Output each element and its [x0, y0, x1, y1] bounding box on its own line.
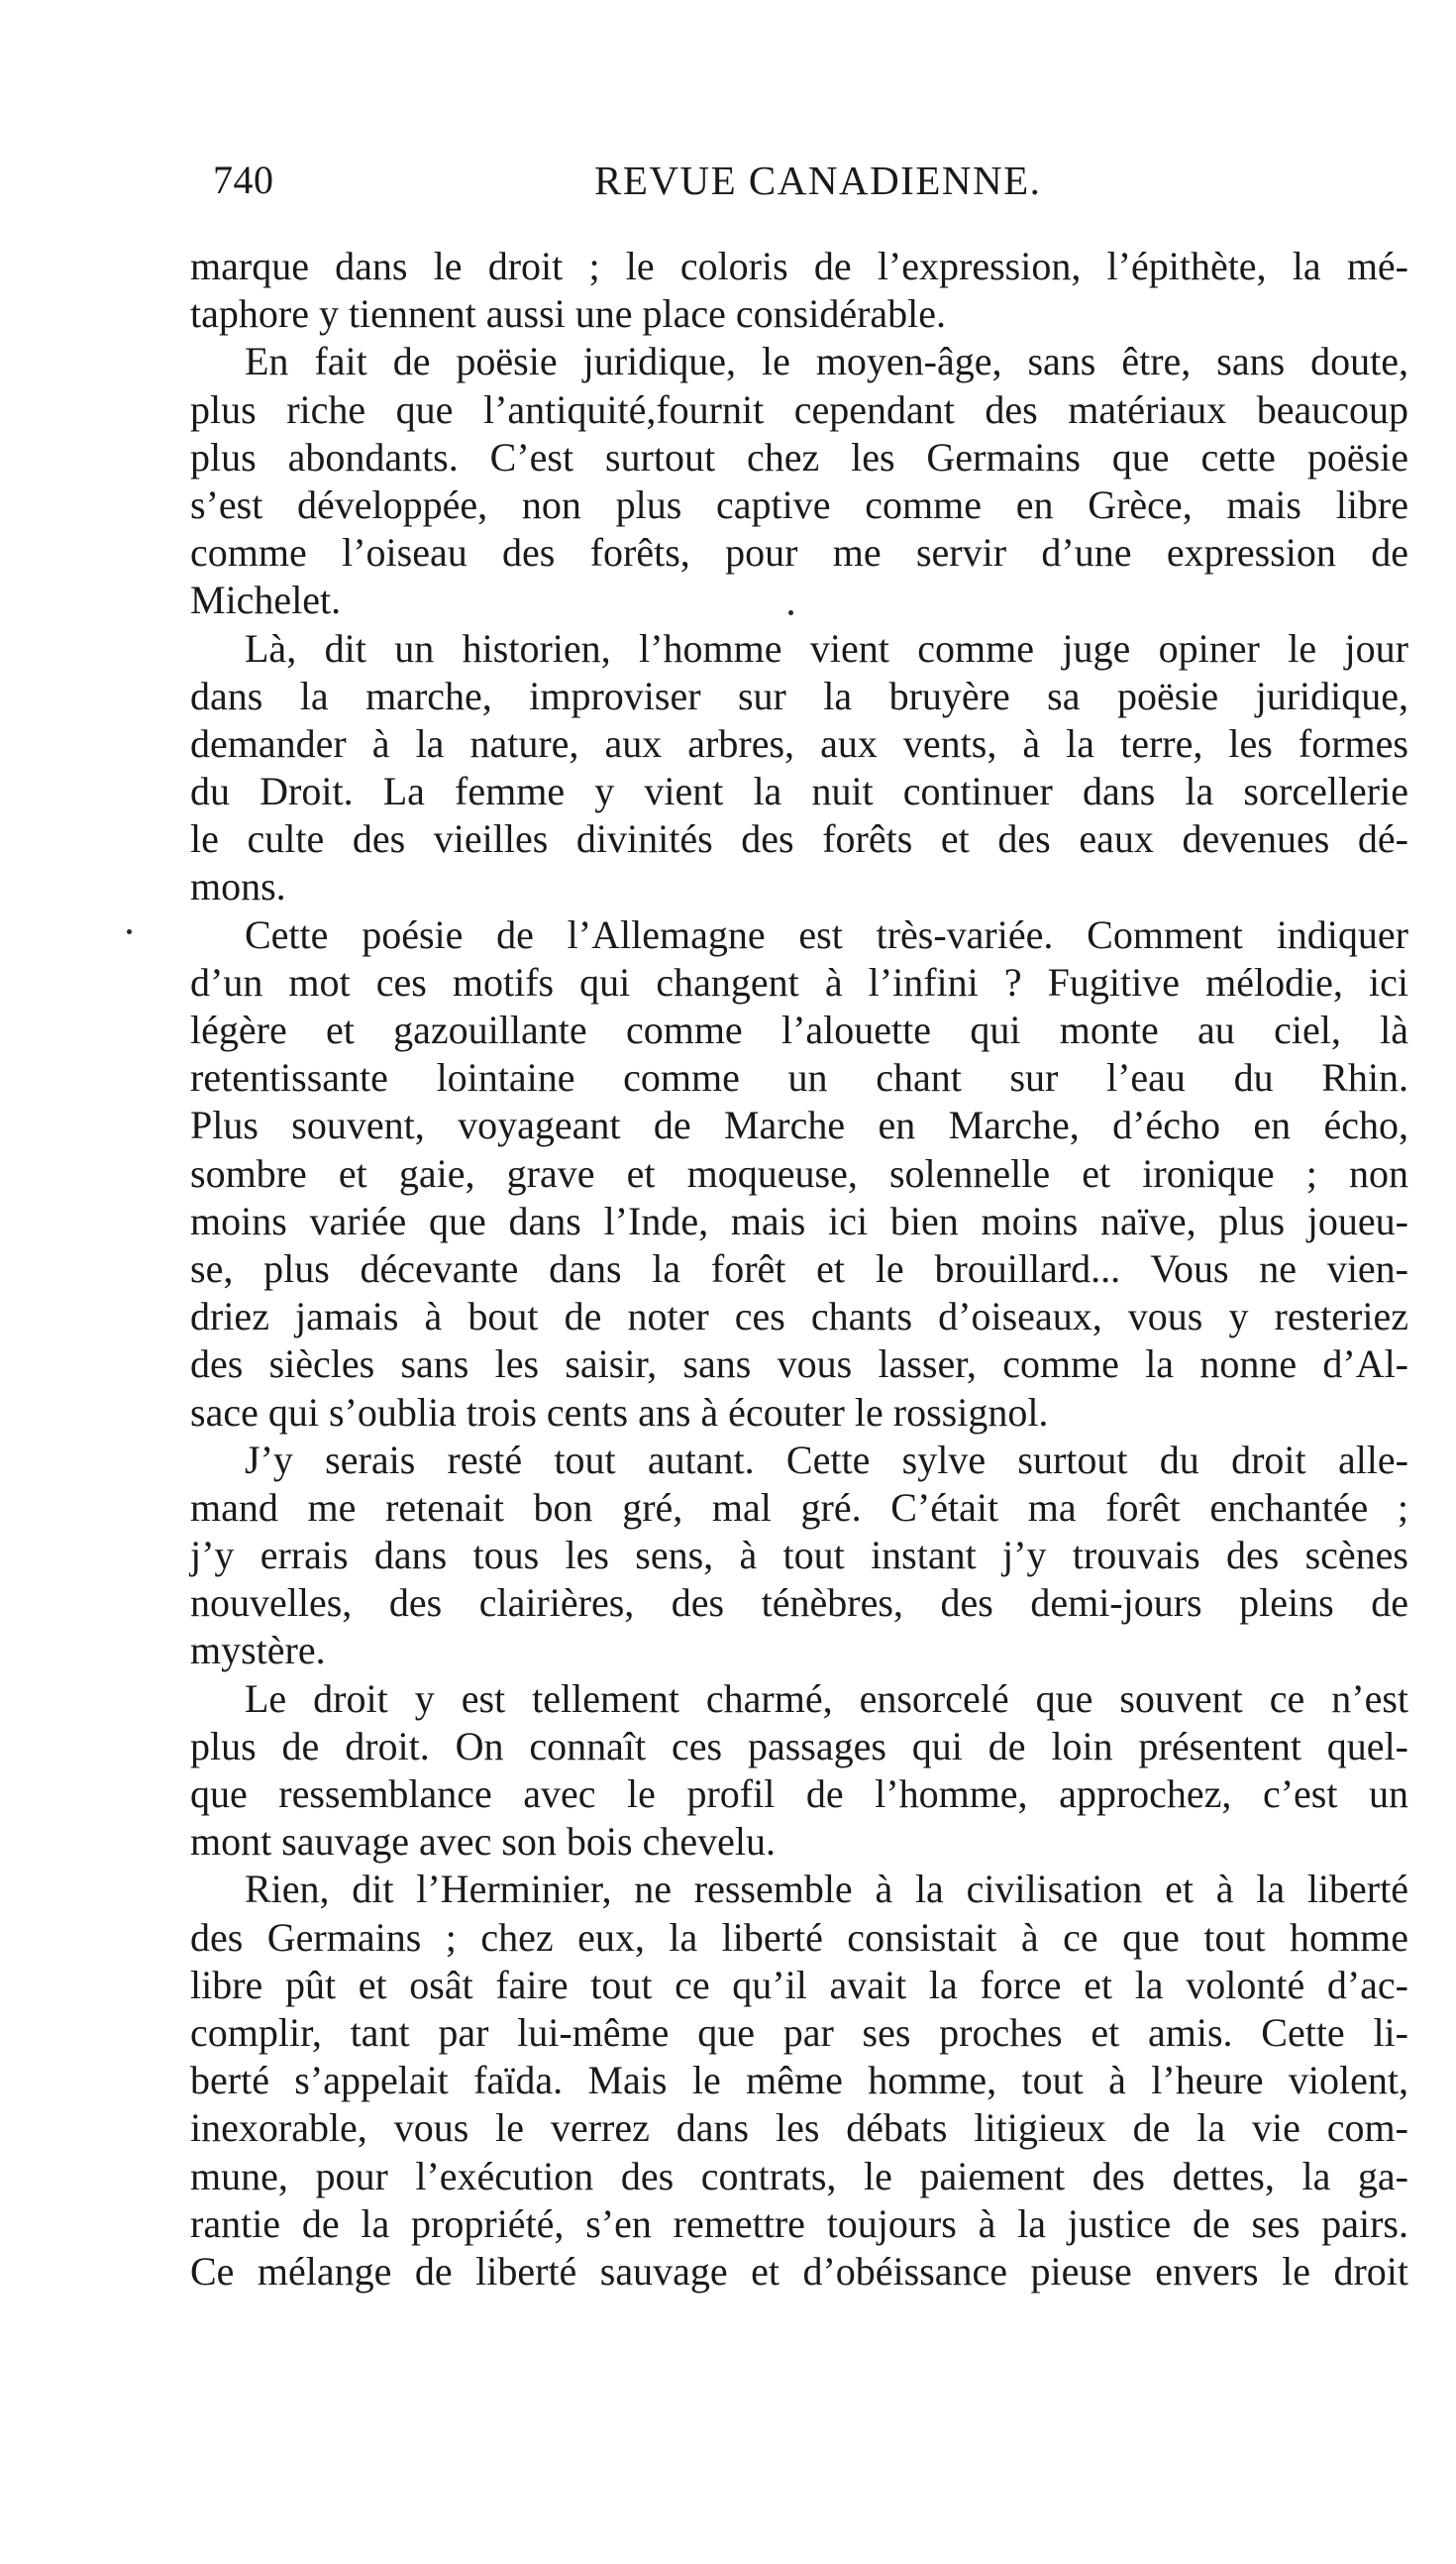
text-line: que ressemblance avec le profil de l’homme, approchez, c’est un: [190, 1771, 1408, 1816]
text-line: inexorable, vous le verrez dans les débats litigieux de la vie com-: [190, 2105, 1408, 2151]
text-line: le culte des vieilles divinités des forêts et des eaux devenues dé-: [190, 816, 1408, 862]
text-line: En fait de poësie juridique, le moyen-âge, sans être, sans doute,: [245, 339, 1408, 384]
page-number: 740: [213, 158, 274, 202]
text-line: marque dans le droit ; le coloris de l’expression, l’épithète, la mé-: [190, 244, 1408, 288]
running-head: [213, 157, 1050, 216]
text-line: sace qui s’oublia trois cents ans à écouter le rossignol.: [190, 1389, 1049, 1435]
text-line: des Germains ; chez eux, la liberté consistait à ce que tout homme: [190, 1914, 1408, 1960]
text-line: se, plus décevante dans la forêt et le brouillard... Vous ne vien-: [190, 1245, 1408, 1291]
text-line: Là, dit un historien, l’homme vient comme juge opiner le jour: [245, 625, 1408, 671]
text-line: rantie de la propriété, s’en remettre toujours à la justice de ses pairs.: [190, 2200, 1408, 2246]
text-line: taphore y tiennent aussi une place considérable.: [190, 291, 947, 337]
ink-speck: [127, 929, 132, 934]
text-line: des siècles sans les saisir, sans vous lasser, comme la nonne d’Al-: [190, 1341, 1408, 1387]
text-line: mont sauvage avec son bois chevelu.: [190, 1819, 776, 1865]
text-line: Le droit y est tellement charmé, ensorcelé que souvent ce n’est: [245, 1675, 1408, 1721]
text-line: Michelet.: [190, 578, 342, 623]
text-line: mune, pour l’exécution des contrats, le paiement des dettes, la ga-: [190, 2153, 1408, 2198]
ink-speck: [788, 610, 793, 615]
text-line: légère et gazouillante comme l’alouette qui monte au ciel, là: [190, 1008, 1408, 1052]
text-line: mystère.: [190, 1628, 326, 1673]
text-line: Plus souvent, voyageant de Marche en Marche, d’écho en écho,: [190, 1103, 1408, 1148]
text-line: comme l’oiseau des forêts, pour me servir d’une expression de: [190, 530, 1408, 576]
text-line: j’y errais dans tous les sens, à tout instant j’y trouvais des scènes: [190, 1533, 1408, 1578]
text-line: complir, tant par lui-même que par ses proches et amis. Cette li-: [190, 2009, 1408, 2055]
text-line: plus riche que l’antiquité,fournit cependant des matériaux beaucoup: [190, 386, 1408, 432]
text-line: s’est développée, non plus captive comme en Grèce, mais libre: [190, 481, 1408, 527]
text-line: Cette poésie de l’Allemagne est très-variée. Comment indiquer: [245, 911, 1408, 957]
text-line: driez jamais à bout de noter ces chants d’oiseaux, vous y resteriez: [190, 1294, 1408, 1339]
text-line: mons.: [190, 864, 286, 909]
text-line: J’y serais resté tout autant. Cette sylve surtout du droit alle-: [245, 1437, 1408, 1482]
journal-title: REVUE CANADIENNE.: [594, 158, 1042, 203]
text-line: mand me retenait bon gré, mal gré. C’était ma forêt enchantée ;: [190, 1484, 1408, 1530]
text-line: libre pût et osât faire tout ce qu’il avait la force et la volonté d’ac-: [190, 1962, 1408, 2007]
text-line: Ce mélange de liberté sauvage et d’obéissance pieuse envers le droit: [190, 2248, 1408, 2294]
text-line: sombre et gaie, grave et moqueuse, solennelle et ironique ; non: [190, 1150, 1408, 1196]
text-line: d’un mot ces motifs qui changent à l’infini ? Fugitive mélodie, ici: [190, 959, 1408, 1005]
text-line: retentissante lointaine comme un chant sur l’eau du Rhin.: [190, 1055, 1408, 1101]
text-line: berté s’appelait faïda. Mais le même homme, tout à l’heure violent,: [190, 2058, 1408, 2103]
text-line: moins variée que dans l’Inde, mais ici bien moins naïve, plus joueu-: [190, 1198, 1408, 1243]
text-line: nouvelles, des clairières, des ténèbres, des demi-jours pleins de: [190, 1580, 1408, 1626]
text-line: Rien, dit l’Herminier, ne ressemble à la civilisation et à la liberté: [245, 1867, 1408, 1912]
text-line: plus abondants. C’est surtout chez les Germains que cette poësie: [190, 434, 1408, 480]
text-line: plus de droit. On connaît ces passages qui de loin présentent quel-: [190, 1723, 1408, 1768]
body-text: [190, 243, 1408, 2296]
text-line: dans la marche, improviser sur la bruyère sa poësie juridique,: [190, 673, 1408, 718]
text-line: du Droit. La femme y vient la nuit continuer dans la sorcellerie: [190, 769, 1408, 814]
text-line: demander à la nature, aux arbres, aux vents, à la terre, les formes: [190, 720, 1408, 766]
